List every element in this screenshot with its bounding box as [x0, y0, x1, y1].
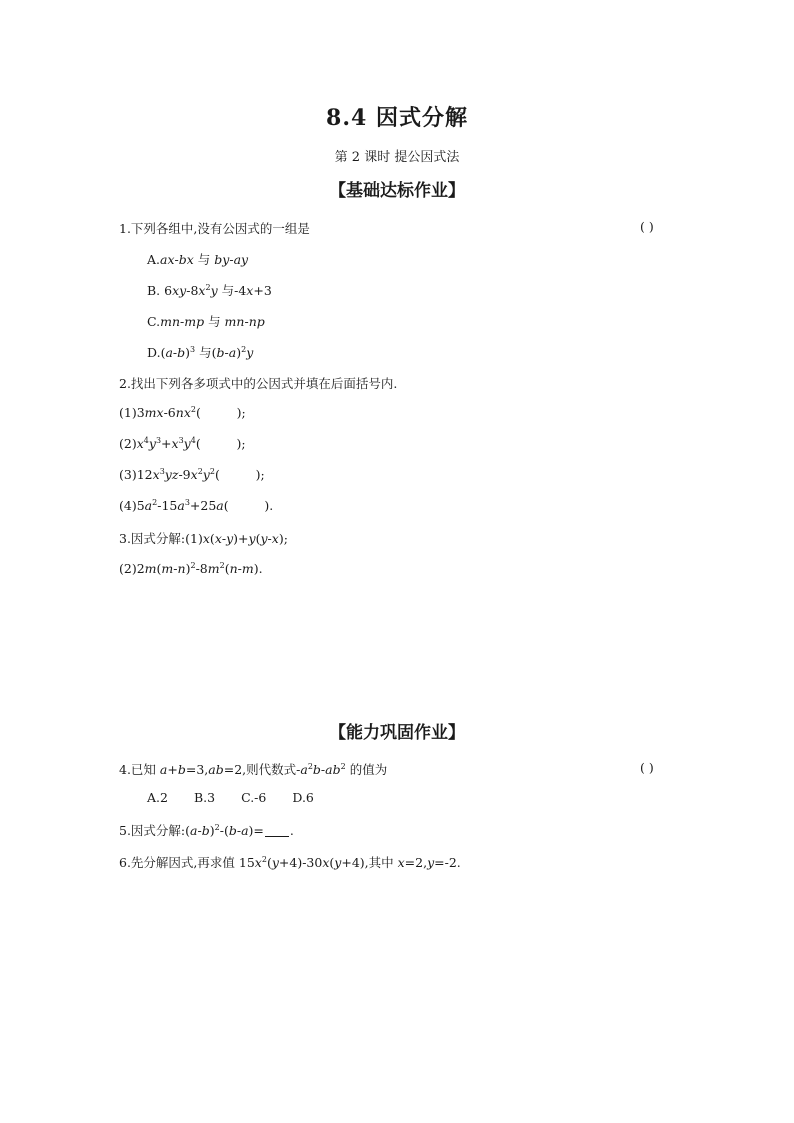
question-2-part-2: $(2)x^4y^3+x^3y^4$( ); — [119, 436, 246, 451]
question-6-stem: 6.先分解因式,再求值 $15x^2(y+4)-30x(y+4)$,其中 x=2,y=-2. — [119, 855, 461, 870]
question-2-part-1: $(1)3mx-6nx^2$( ); — [119, 405, 246, 420]
question-3-part-2: $(2)2m(m-n)^2-8m^2(n-m)$. — [119, 561, 263, 576]
question-2-part-3: $(3)12x^3yz-9x^2y^2$( ); — [119, 467, 265, 482]
question-5-stem: 5.因式分解$:(a-b)^2-(b-a)=$ . — [119, 823, 294, 838]
page-title: 8.4 因式分解 — [326, 105, 468, 131]
answer-blank[interactable] — [265, 826, 289, 837]
section-ability-heading: 【能力巩固作业】 — [329, 723, 465, 743]
question-4-option-a: A.2 — [147, 790, 168, 805]
question-3-part-1: 3.因式分解:(1)x(x-y)+y(y-x); — [119, 531, 288, 546]
question-1-option-c: C.mn-mp 与 mn-np — [147, 314, 265, 329]
question-2-part-4: $(4)5a^2-15a^3+25a$( ). — [119, 498, 274, 513]
question-4-options — [147, 790, 340, 805]
question-1-answer-paren: ( ) — [640, 219, 654, 234]
section-basic-heading: 【基础达标作业】 — [329, 181, 465, 201]
question-4-answer-paren: ( ) — [640, 760, 654, 775]
question-4-stem: 4.已知 a+b=3,ab=2,则代数式$-a^2b-ab^2$ 的值为 — [119, 762, 388, 777]
question-4-option-c: C.-6 — [241, 790, 267, 805]
question-1-stem: 1.下列各组中,没有公因式的一组是 — [119, 221, 310, 236]
question-4-option-b: B.3 — [193, 790, 216, 805]
question-4-option-d: D.6 — [292, 790, 314, 805]
lesson-subtitle: 第 2 课时 提公因式法 — [334, 150, 460, 165]
question-2-stem: 2.找出下列各多项式中的公因式并填在后面括号内. — [119, 376, 398, 391]
question-1-option-a: A.ax-bx 与 by-ay — [147, 252, 249, 267]
question-1-option-b: B. $6xy-8x^2y$ 与-4x+3 — [147, 283, 272, 298]
question-1-option-d: $D.(a-b)^3$ 与$(b-a)^2y$ — [147, 345, 254, 360]
